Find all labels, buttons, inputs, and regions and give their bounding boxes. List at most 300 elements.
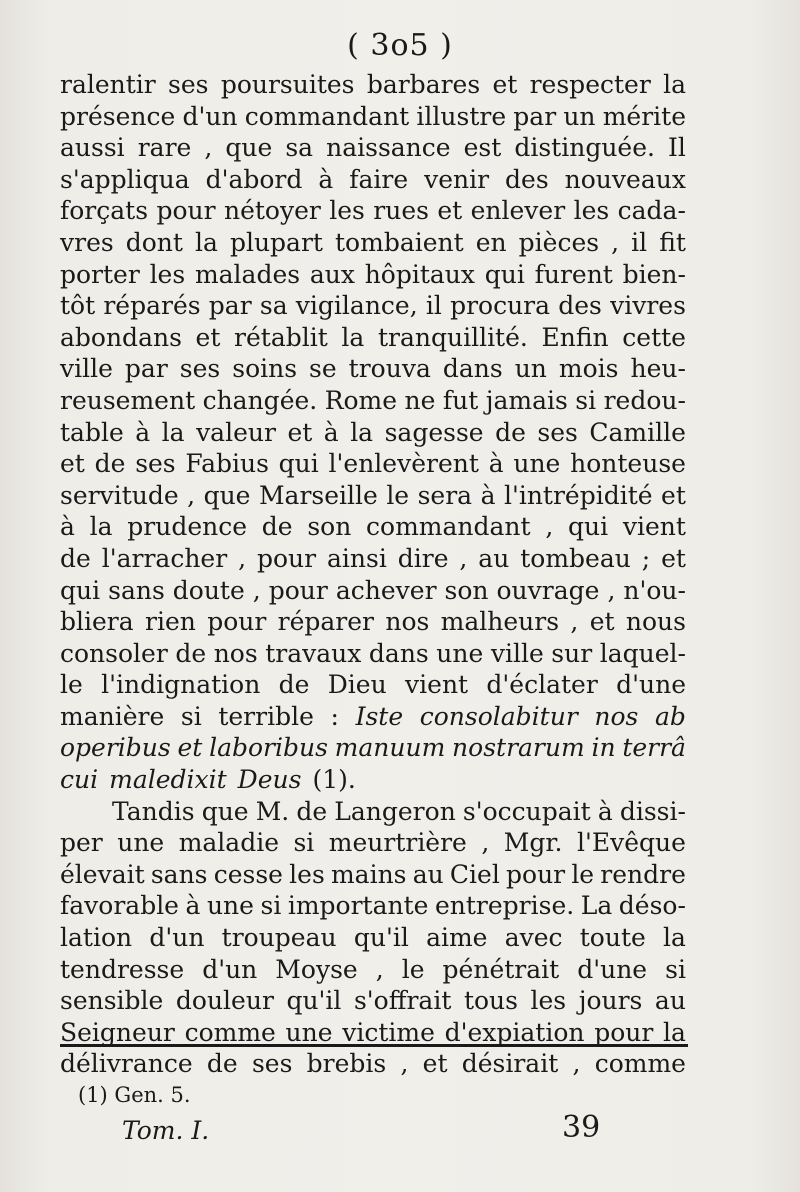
word: , bbox=[252, 575, 261, 605]
word: se bbox=[309, 354, 337, 384]
word: pour bbox=[268, 575, 328, 605]
word: rues bbox=[373, 196, 429, 226]
word: Il bbox=[668, 133, 686, 163]
word: , bbox=[204, 133, 213, 163]
word: trouva bbox=[348, 354, 431, 384]
word: tendresse bbox=[60, 954, 185, 984]
word: Moyse bbox=[275, 954, 358, 984]
word: l'enlevèrent bbox=[328, 449, 479, 479]
word: nouveaux bbox=[564, 164, 686, 194]
word: qui bbox=[484, 259, 525, 289]
word: des bbox=[505, 164, 549, 194]
word: la bbox=[195, 227, 218, 257]
word: et bbox=[661, 543, 686, 573]
word: , bbox=[572, 1049, 581, 1079]
text-line bbox=[60, 860, 686, 892]
word: il bbox=[425, 291, 442, 321]
word: qui bbox=[568, 512, 609, 542]
word: par bbox=[513, 101, 557, 131]
word: ville bbox=[490, 638, 544, 668]
word: l'intrépidité bbox=[503, 480, 653, 510]
word: aussi bbox=[60, 133, 125, 163]
word: à bbox=[135, 417, 151, 447]
word: honteuse bbox=[570, 449, 686, 479]
word: Seigneur bbox=[60, 1017, 175, 1047]
word: , bbox=[570, 607, 579, 637]
word: , bbox=[545, 512, 554, 542]
word: le bbox=[60, 670, 83, 700]
word: (1). bbox=[312, 765, 356, 795]
text-line bbox=[60, 576, 686, 608]
word: sera bbox=[417, 480, 473, 510]
word: ville bbox=[60, 354, 113, 384]
word: vient bbox=[405, 670, 469, 700]
word: et bbox=[177, 733, 203, 763]
word: naissance bbox=[326, 133, 451, 163]
word: procura bbox=[450, 291, 551, 321]
word: et bbox=[422, 1049, 448, 1079]
word: qui bbox=[278, 449, 319, 479]
word: élevait bbox=[60, 859, 145, 889]
word: fut bbox=[442, 385, 479, 415]
word: table bbox=[60, 417, 124, 447]
word: , bbox=[187, 480, 196, 510]
word: s'offrait bbox=[353, 986, 452, 1016]
word: dans bbox=[368, 638, 429, 668]
word: sensible bbox=[60, 986, 164, 1016]
word: le bbox=[386, 480, 410, 510]
word: ses bbox=[251, 1049, 293, 1079]
word: travaux bbox=[265, 638, 362, 668]
word: forçats bbox=[60, 196, 149, 226]
word: rendre bbox=[600, 859, 686, 889]
word: si bbox=[665, 954, 686, 984]
word: : bbox=[330, 701, 339, 731]
word: mérite bbox=[602, 101, 686, 131]
word: s'appliqua bbox=[60, 164, 190, 194]
word: d'abord bbox=[205, 164, 303, 194]
word: qu'il bbox=[353, 923, 409, 953]
word: lation bbox=[60, 923, 133, 953]
word: terrible bbox=[218, 701, 314, 731]
word: une bbox=[117, 828, 165, 858]
word: per bbox=[60, 828, 103, 858]
word: entreprise. bbox=[434, 891, 575, 921]
word: de bbox=[60, 543, 91, 573]
word: redou- bbox=[603, 385, 686, 415]
word: l'arracher bbox=[101, 543, 228, 573]
word: valeur bbox=[196, 417, 276, 447]
word: doute bbox=[172, 575, 245, 605]
word: les bbox=[289, 859, 325, 889]
word: Enfin bbox=[541, 322, 609, 352]
word: vigilance, bbox=[295, 291, 418, 321]
word: laboribus bbox=[209, 733, 328, 763]
text-line bbox=[60, 733, 686, 765]
page-number: ( 3o5 ) bbox=[347, 28, 453, 63]
word: et bbox=[589, 607, 615, 637]
word: barbares bbox=[366, 70, 481, 99]
word: prudence bbox=[127, 512, 248, 542]
text-line bbox=[60, 1049, 686, 1081]
word: si bbox=[293, 828, 315, 858]
word: consolabitur bbox=[419, 701, 578, 731]
word: la bbox=[663, 923, 686, 953]
word: d'une bbox=[577, 954, 648, 984]
text-line bbox=[60, 260, 686, 292]
word: que bbox=[225, 133, 273, 163]
word: par bbox=[124, 354, 168, 384]
word: en bbox=[475, 227, 507, 257]
word: pour bbox=[156, 196, 216, 226]
word: tranquillité. bbox=[377, 322, 528, 352]
word: comme bbox=[184, 1017, 276, 1047]
word: plupart bbox=[229, 227, 323, 257]
word: de bbox=[296, 796, 328, 826]
word: sa bbox=[285, 133, 314, 163]
word: cada- bbox=[617, 196, 686, 226]
word: les bbox=[573, 196, 610, 226]
word: victime bbox=[342, 1017, 435, 1047]
word: poursuites bbox=[220, 70, 355, 99]
text-line bbox=[60, 607, 686, 639]
word: rare bbox=[137, 133, 192, 163]
body-text bbox=[60, 70, 686, 1081]
word: mains bbox=[330, 859, 407, 889]
word: douleur bbox=[175, 986, 274, 1016]
word: une bbox=[206, 891, 254, 921]
word: d'une bbox=[616, 670, 686, 700]
word: malheurs bbox=[440, 607, 560, 637]
word: à bbox=[318, 164, 334, 194]
word: maledixit bbox=[109, 765, 227, 795]
word: réparer bbox=[277, 607, 374, 637]
word: ses bbox=[135, 449, 176, 479]
word: vres bbox=[60, 227, 114, 257]
word: n'ou- bbox=[623, 575, 686, 605]
text-line bbox=[60, 449, 686, 481]
word: Iste bbox=[355, 701, 404, 731]
word: la bbox=[663, 70, 686, 99]
word: pour bbox=[256, 543, 317, 573]
word: de bbox=[94, 449, 126, 479]
word: malades bbox=[194, 259, 301, 289]
word: in bbox=[591, 733, 616, 763]
word: tôt bbox=[60, 291, 96, 321]
text-line bbox=[60, 828, 686, 860]
word: et bbox=[492, 70, 518, 99]
word: , bbox=[400, 1049, 409, 1079]
word: laquel- bbox=[599, 638, 686, 668]
word: importante bbox=[287, 891, 429, 921]
word: rétablit bbox=[234, 322, 328, 352]
word: furent bbox=[534, 259, 613, 289]
word: Camille bbox=[589, 417, 686, 447]
word: sans bbox=[150, 859, 208, 889]
word: operibus bbox=[60, 733, 171, 763]
word: Marseille bbox=[258, 480, 378, 510]
word: un bbox=[563, 101, 596, 131]
word: ses bbox=[537, 417, 578, 447]
word: changée. bbox=[202, 385, 318, 415]
text-line bbox=[60, 923, 686, 955]
word: à bbox=[597, 796, 613, 826]
word: à bbox=[185, 891, 201, 921]
word: est bbox=[463, 133, 502, 163]
word: Ciel bbox=[449, 859, 500, 889]
word: fit bbox=[659, 227, 686, 257]
text-line bbox=[60, 891, 686, 923]
word: venir bbox=[424, 164, 490, 194]
word: son bbox=[307, 512, 352, 542]
word: , bbox=[481, 828, 490, 858]
word: par bbox=[208, 291, 252, 321]
word: manière bbox=[60, 701, 165, 731]
text-line bbox=[60, 797, 686, 829]
word: au bbox=[478, 543, 510, 573]
word: reusement bbox=[60, 385, 196, 415]
word: cette bbox=[622, 322, 686, 352]
word: à bbox=[488, 449, 504, 479]
word: la bbox=[350, 417, 374, 447]
word: Langeron bbox=[334, 796, 456, 826]
word: et bbox=[195, 322, 221, 352]
word: cui bbox=[60, 765, 99, 795]
word: Tandis bbox=[112, 796, 195, 826]
word: enlever bbox=[470, 196, 566, 226]
word: nous bbox=[625, 607, 686, 637]
text-line bbox=[60, 323, 686, 355]
text-line bbox=[60, 196, 686, 228]
word: d'un bbox=[182, 101, 238, 131]
word: nos bbox=[213, 638, 258, 668]
word: le bbox=[571, 859, 595, 889]
word: meurtrière bbox=[328, 828, 467, 858]
text-line bbox=[60, 386, 686, 418]
word: hôpitaux bbox=[364, 259, 475, 289]
word: de bbox=[175, 638, 207, 668]
word: ainsi bbox=[327, 543, 387, 573]
word: ; bbox=[641, 543, 651, 573]
word: Deus bbox=[237, 765, 302, 795]
word: porter bbox=[60, 259, 140, 289]
word: ralentir bbox=[60, 70, 156, 99]
word: une bbox=[513, 449, 561, 479]
word: si bbox=[180, 701, 202, 731]
word: tous bbox=[463, 986, 518, 1016]
word: à bbox=[480, 480, 496, 510]
word: à bbox=[60, 512, 75, 542]
text-line bbox=[60, 133, 686, 165]
word: qu'il bbox=[286, 986, 342, 1016]
word: dissi- bbox=[619, 796, 686, 826]
word: que bbox=[201, 796, 249, 826]
word: à bbox=[323, 417, 339, 447]
word: cesse bbox=[213, 859, 283, 889]
word: favorable bbox=[60, 891, 179, 921]
word: l'indignation bbox=[101, 670, 261, 700]
text-line bbox=[60, 418, 686, 450]
word: pour bbox=[506, 859, 566, 889]
word: jamais bbox=[485, 385, 568, 415]
word: si bbox=[260, 891, 282, 921]
word: avec bbox=[504, 923, 563, 953]
word: son bbox=[444, 575, 489, 605]
word: le bbox=[401, 954, 425, 984]
word: Fabius bbox=[185, 449, 269, 479]
word: dire bbox=[397, 543, 449, 573]
word: pénétrait bbox=[442, 954, 560, 984]
word: ne bbox=[404, 385, 436, 415]
word: comme bbox=[594, 1049, 686, 1079]
word: heu- bbox=[630, 354, 686, 384]
word: si bbox=[575, 385, 597, 415]
word: délivrance bbox=[60, 1049, 193, 1079]
word: vient bbox=[622, 512, 686, 542]
word: La bbox=[580, 891, 613, 921]
word: sans bbox=[108, 575, 165, 605]
word: , bbox=[607, 575, 616, 605]
word: tombeau bbox=[520, 543, 631, 573]
word: tombaient bbox=[335, 227, 464, 257]
word: il bbox=[631, 227, 648, 257]
word: consoler bbox=[60, 638, 168, 668]
word: la bbox=[89, 512, 113, 542]
text-line bbox=[60, 670, 686, 702]
signature-number: 39 bbox=[562, 1110, 601, 1145]
text-line bbox=[60, 544, 686, 576]
text-line bbox=[60, 765, 686, 797]
word: Mgr. bbox=[503, 828, 563, 858]
word: sagesse bbox=[384, 417, 484, 447]
word: d'un bbox=[202, 954, 258, 984]
footnote-rule bbox=[60, 1044, 688, 1047]
word: et bbox=[661, 480, 686, 510]
word: commandant bbox=[366, 512, 531, 542]
word: mois bbox=[558, 354, 619, 384]
word: soins bbox=[232, 354, 298, 384]
word: sur bbox=[551, 638, 593, 668]
word: pour bbox=[594, 1017, 654, 1047]
word: ab bbox=[655, 701, 686, 731]
word: pour bbox=[207, 607, 267, 637]
word: la bbox=[341, 322, 365, 352]
text-line bbox=[60, 512, 686, 544]
text-line bbox=[60, 291, 686, 323]
word: et bbox=[60, 449, 85, 479]
word: la bbox=[161, 417, 185, 447]
word: des bbox=[558, 291, 602, 321]
text-line bbox=[60, 165, 686, 197]
word: , bbox=[459, 543, 468, 573]
word: bien- bbox=[622, 259, 686, 289]
word: achever bbox=[335, 575, 437, 605]
word: M. bbox=[255, 796, 290, 826]
word: ouvrage bbox=[496, 575, 600, 605]
word: commandant bbox=[244, 101, 410, 131]
word: de bbox=[206, 1049, 238, 1079]
text-line bbox=[60, 102, 686, 134]
word: troupeau bbox=[221, 923, 337, 953]
word: de bbox=[278, 670, 310, 700]
word: toute bbox=[579, 923, 646, 953]
word: , bbox=[238, 543, 247, 573]
word: Dieu bbox=[327, 670, 387, 700]
footnote: (1) Gen. 5. bbox=[78, 1083, 191, 1107]
word: réparés bbox=[103, 291, 201, 321]
word: au bbox=[412, 859, 444, 889]
word: nos bbox=[594, 701, 639, 731]
text-line bbox=[60, 955, 686, 987]
word: et bbox=[287, 417, 313, 447]
word: ses bbox=[179, 354, 221, 384]
word: qui bbox=[60, 575, 101, 605]
word: jours bbox=[578, 986, 643, 1016]
word: les bbox=[329, 196, 365, 226]
word: nostrarum bbox=[452, 733, 585, 763]
word: déso- bbox=[618, 891, 686, 921]
word: vivres bbox=[610, 291, 686, 321]
word: au bbox=[654, 986, 686, 1016]
text-line bbox=[60, 354, 686, 386]
word: les bbox=[530, 986, 567, 1016]
word: dans bbox=[442, 354, 503, 384]
word: s'occupait bbox=[462, 796, 591, 826]
word: faire bbox=[349, 164, 409, 194]
word: rien bbox=[145, 607, 196, 637]
word: dont bbox=[125, 227, 183, 257]
word: manuum bbox=[334, 733, 446, 763]
word: et bbox=[437, 196, 463, 226]
word: Rome bbox=[324, 385, 398, 415]
word: illustre bbox=[416, 101, 507, 131]
word: une bbox=[436, 638, 484, 668]
word: l'Evêque bbox=[576, 828, 686, 858]
word: les bbox=[149, 259, 186, 289]
text-line bbox=[60, 639, 686, 671]
word: , bbox=[611, 227, 620, 257]
word: pièces bbox=[518, 227, 600, 257]
word: la bbox=[663, 1017, 686, 1047]
word: d'un bbox=[149, 923, 205, 953]
word: servitude bbox=[60, 480, 179, 510]
word: que bbox=[203, 480, 251, 510]
text-line bbox=[60, 70, 686, 102]
word: nos bbox=[385, 607, 430, 637]
text-line bbox=[60, 986, 686, 1018]
text-line bbox=[60, 481, 686, 513]
word: un bbox=[514, 354, 547, 384]
word: respecter bbox=[529, 70, 651, 99]
word: ses bbox=[168, 70, 209, 99]
word: , bbox=[375, 954, 384, 984]
word: nétoyer bbox=[223, 196, 321, 226]
word: d'éclater bbox=[486, 670, 598, 700]
word: désirait bbox=[461, 1049, 559, 1079]
word: aux bbox=[309, 259, 355, 289]
word: une bbox=[285, 1017, 333, 1047]
word: terrâ bbox=[622, 733, 686, 763]
word: bliera bbox=[60, 607, 134, 637]
word: distinguée. bbox=[514, 133, 655, 163]
word: de bbox=[261, 512, 293, 542]
text-line bbox=[60, 228, 686, 260]
signature-mark: Tom. I. bbox=[122, 1116, 210, 1145]
word: de bbox=[495, 417, 526, 447]
word: sa bbox=[259, 291, 288, 321]
word: maladie bbox=[178, 828, 279, 858]
word: abondans bbox=[60, 322, 182, 352]
